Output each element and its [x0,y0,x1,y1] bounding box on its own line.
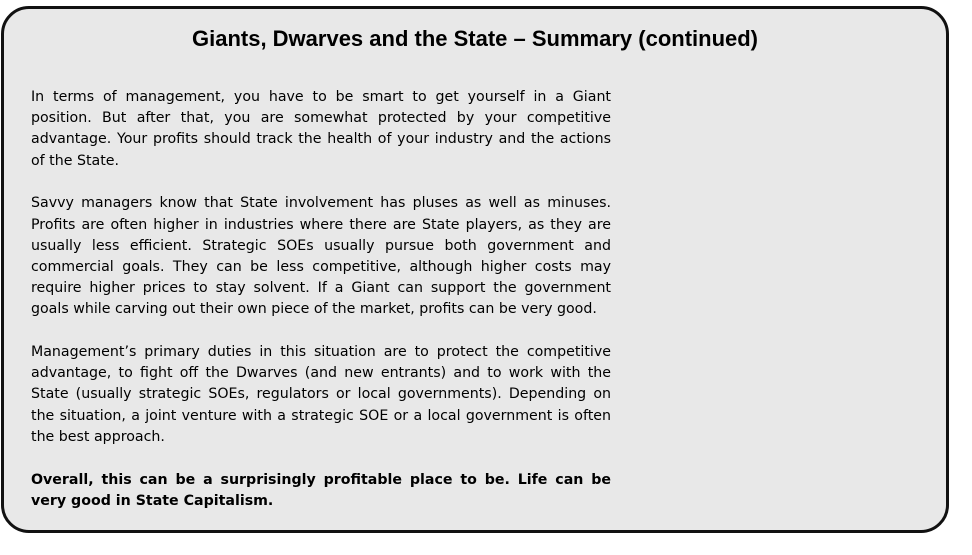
summary-panel [1,6,949,533]
paragraph-conclusion: Overall, this can be a surprisingly profitable place to be. Life can be very good in State Capitalism. [31,471,611,509]
paragraph-management: In terms of management, you have to be smart to get yourself in a Giant position. But after that, you are somewhat protected by your competitive advantage. Your profits should track the health of your industry and the actions of the State. [31,89,611,169]
paragraph-management-duties: Management’s primary duties in this situation are to protect the competitive advantage, to fight off the Dwarves (and new entrants) and to work with the State (usually strategic SOEs, regulators or local governments). Depending on the situation, a joint venture with a strategic SOE or a local government is often the best approach. [31,344,611,445]
paragraph-state-involvement: Savvy managers know that State involvement has pluses as well as minuses. Profits are often higher in industries where there are State players, as they are usually less efficient. Strategic SOEs usually pursue both government and commercial goals. They can be less competitive, although higher costs may require higher prices to stay solvent. If a Giant can support the government goals while carving out their own piece of the market, profits can be very good. [31,195,611,318]
page-title: Giants, Dwarves and the State – Summary (continued) [191,26,759,51]
summary-body [31,87,611,512]
